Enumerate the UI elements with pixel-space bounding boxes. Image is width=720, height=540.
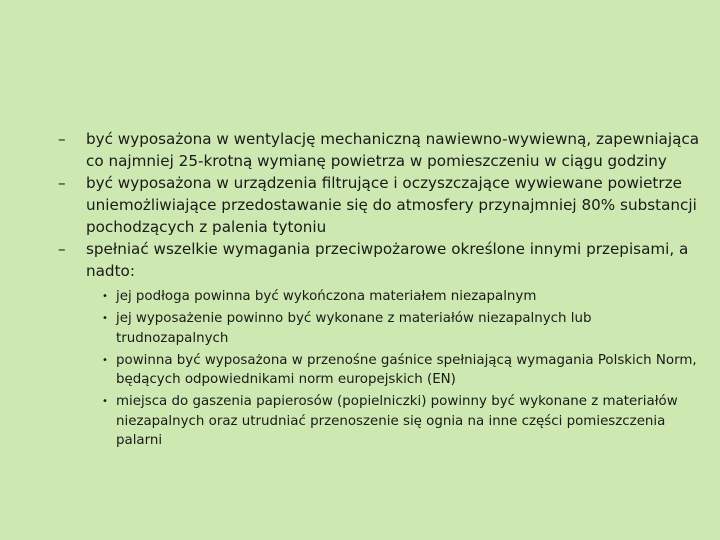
dot-bullet: • (102, 313, 108, 324)
list-item-text: spełniać wszelkie wymagania przeciwpożarowe określone innymi przepisami, a nadto: (86, 240, 689, 280)
sub-list-item-text: jej wyposażenie powinno być wykonane z materiałów niezapalnych lub trudnozapalnych (116, 311, 592, 346)
list-item-text: być wyposażona w wentylację mechaniczną nawiewno-wywiewną, zapewniająca co najmniej 25-krotną wymianę powietrza w pomieszczeniu w ciągu godziny (86, 130, 700, 170)
dot-bullet: • (102, 396, 108, 407)
fire-requirements-sublist (86, 287, 704, 451)
dot-bullet: • (102, 354, 108, 366)
list-item (40, 238, 704, 451)
dash-bullet: – (58, 130, 66, 148)
sub-list-item-text: miejsca do gaszenia papierosów (popielniczki) powinny być wykonane z materiałów niezapalnych oraz utrudniać przenoszenie się ognia na inne części pomieszczenia palarni (116, 394, 678, 448)
list-item-text: być wyposażona w urządzenia filtrujące i oczyszczające wywiewane powietrze uniemożliwiające przedostawanie się do atmosfery przynajmniej 80% substancji pochodzących z palenia tytoniu (86, 174, 697, 236)
sub-list-item (86, 351, 704, 390)
dash-bullet: – (58, 174, 66, 192)
sub-list-item (86, 309, 704, 348)
sub-list-item (86, 287, 704, 307)
list-item (40, 128, 704, 172)
sub-list-item (86, 392, 704, 451)
requirements-list (40, 128, 704, 453)
dash-bullet: – (58, 240, 66, 258)
sub-list-item-text: powinna być wyposażona w przenośne gaśnice spełniającą wymagania Polskich Norm, będących odpowiednikami norm europejskich (EN) (116, 352, 697, 387)
sub-list-item-text: jej podłoga powinna być wykończona materiałem niezapalnym (116, 289, 537, 304)
list-item (40, 172, 704, 238)
dot-bullet: • (102, 291, 108, 302)
